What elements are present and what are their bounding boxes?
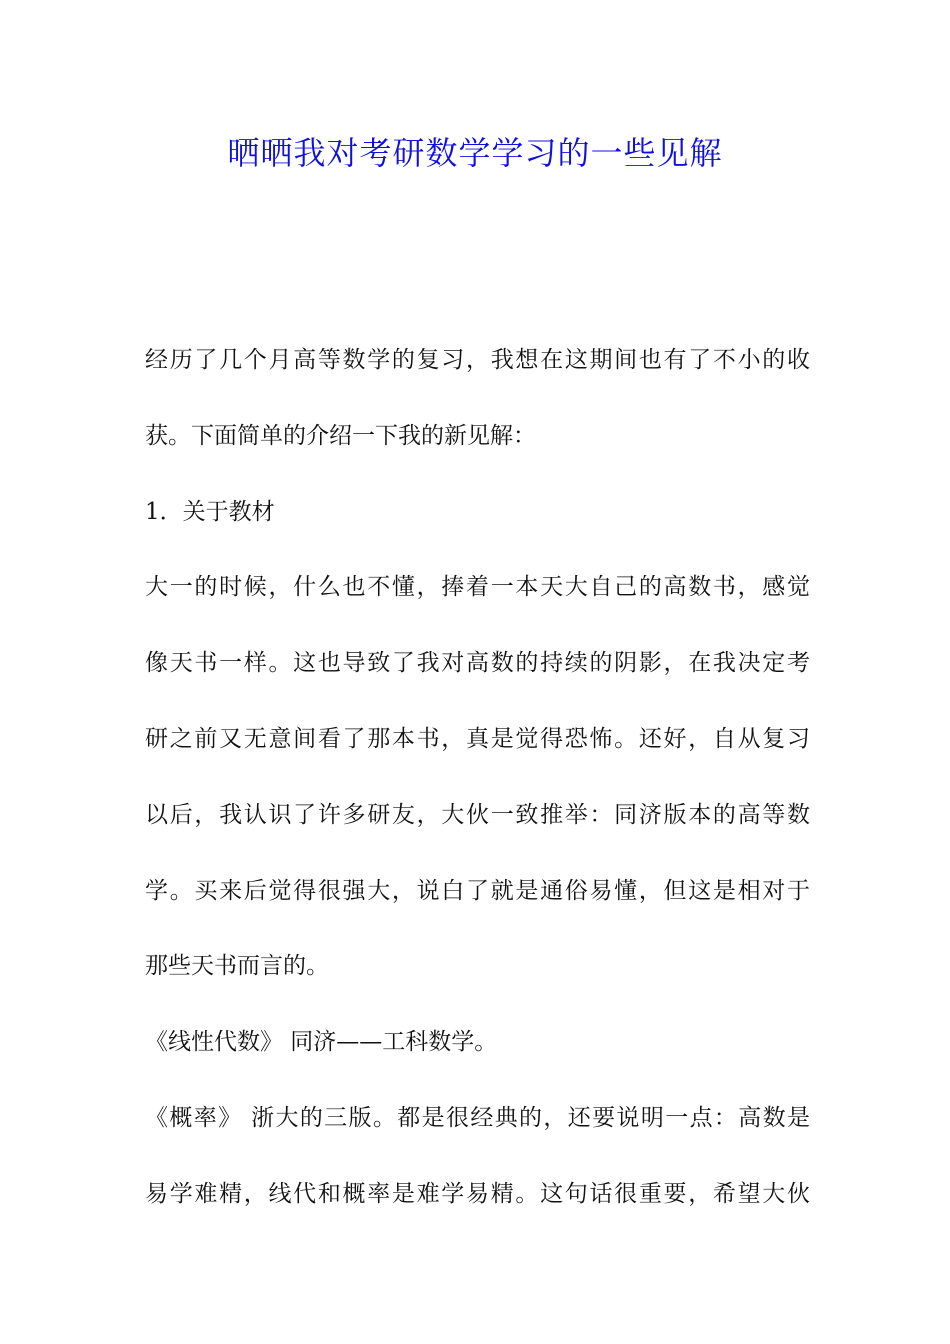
paragraph-line: 大一的时候，什么也不懂，捧着一本天大自己的高数书，感觉	[145, 574, 810, 601]
paragraph-line: 那些天书而言的。	[145, 953, 329, 980]
document-title: 晒晒我对考研数学学习的一些见解	[227, 134, 723, 172]
paragraph-line: 获。下面简单的介绍一下我的新见解：	[145, 422, 536, 449]
paragraph-line: 经历了几个月高等数学的复习，我想在这期间也有了不小的收	[145, 347, 810, 373]
paragraph-line: 《概率》 浙大的三版。都是很经典的，还要说明一点：高数是	[145, 1104, 810, 1131]
document-body	[145, 332, 810, 1242]
paragraph-line: 学。买来后觉得很强大，说白了就是通俗易懂，但这是相对于	[145, 877, 810, 904]
paragraph-line: 研之前又无意间看了那本书，真是觉得恐怖。还好，自从复习	[145, 725, 810, 752]
paragraph-line: 以后，我认识了许多研友，大伙一致推举：同济版本的高等数	[145, 801, 810, 828]
paragraph-line: 像天书一样。这也导致了我对高数的持续的阴影，在我决定考	[145, 650, 810, 677]
paragraph-line: 《线性代数》 同济——工科数学。	[145, 1029, 498, 1056]
section-heading: 1．关于教材	[145, 498, 275, 525]
paragraph-line: 易学难精，线代和概率是难学易精。这句话很重要，希望大伙	[145, 1180, 810, 1207]
